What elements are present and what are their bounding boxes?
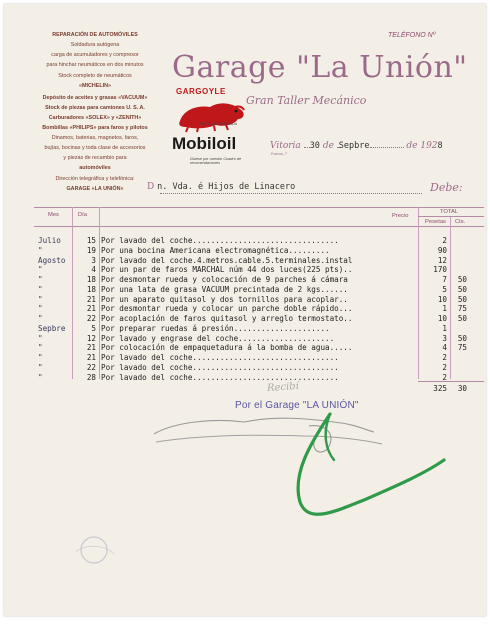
header-cts: Cts.	[455, 219, 466, 225]
date-day: 30	[309, 141, 320, 151]
row-day: 21	[86, 294, 96, 304]
row-description: Por lavado del coche................................	[101, 353, 339, 362]
green-check-mark	[298, 414, 444, 514]
row-pesetas: 2	[442, 362, 447, 372]
service-line: GARAGE «LA UNIÓN»	[66, 186, 124, 193]
row-month: "	[38, 284, 43, 294]
row-description: Por lavado del coche.4.metros.cable.5.terminales.instal	[101, 255, 353, 265]
date-month: Sepbre	[338, 141, 370, 151]
row-month: "	[38, 245, 43, 255]
row-cts: 50	[457, 314, 467, 323]
service-line: Bombillas «PHILIPS» para faros y pilotos	[42, 124, 148, 131]
row-description: Por colocación de empaquetadura á la bomba de agua.....	[101, 343, 353, 353]
customer-name: n. Vda. é Hijos de Linacero	[157, 182, 296, 192]
row-month: Agosto	[38, 255, 66, 265]
date-de-2: de	[406, 141, 418, 151]
ink-marks	[4, 4, 486, 616]
trademark-label: MARCA REGISTRADA	[200, 122, 238, 126]
invoice-paper	[4, 4, 486, 616]
row-pesetas: 5	[442, 284, 447, 294]
row-month: "	[38, 294, 43, 304]
date-year-suffix: 8	[437, 141, 443, 151]
row-cts: 75	[457, 343, 467, 353]
header-dia: Día	[78, 212, 88, 218]
row-pesetas: 2	[442, 353, 447, 362]
row-day: 28	[86, 372, 96, 382]
row-description: Por desmontar rueda y colocar un parche doble rápido...	[101, 304, 353, 314]
row-month: "	[38, 362, 43, 372]
row-description: Por preparar ruedas á presión.....................	[101, 323, 330, 333]
row-day: 22	[86, 314, 96, 323]
row-month: "	[38, 314, 43, 323]
row-month: Julio	[38, 236, 61, 245]
row-description: Por un aparato quitasol y dos tornillos para acoplar..	[101, 294, 348, 304]
service-line: Depósito de aceites y grasas «VACUUM»	[42, 94, 148, 101]
row-month: "	[38, 372, 43, 382]
row-pesetas: 170	[433, 265, 447, 275]
row-cts: 50	[457, 284, 467, 294]
row-pesetas: 7	[442, 275, 447, 284]
row-pesetas: 10	[437, 294, 447, 304]
header-precio: Precio	[392, 213, 409, 219]
city-name: Vitoria	[270, 141, 301, 151]
row-pesetas: 10	[437, 314, 447, 323]
row-month: "	[38, 333, 43, 343]
row-month: "	[38, 275, 43, 284]
row-day: 18	[86, 275, 96, 284]
por-garage-stamp: Por el Garage "LA UNIÓN"	[235, 400, 359, 411]
customer-prefix: D	[147, 182, 155, 192]
row-day: 5	[91, 323, 96, 333]
row-description: Por desmontar rueda y colocación de 9 parches á cámara	[101, 275, 348, 284]
service-line: automóviles	[79, 164, 111, 171]
header-total: TOTAL	[440, 209, 459, 215]
company-subtitle: Gran Taller Mecánico	[246, 94, 367, 107]
row-pesetas: 4	[442, 343, 447, 353]
service-line: Dinamos, baterias, magnetos, faros,	[51, 134, 139, 141]
row-description: Por lavado del coche................................	[101, 362, 339, 372]
row-description: Por una bocina Americana electromagnética.........	[101, 245, 330, 255]
mobiloil-wordmark: Mobiloil	[172, 134, 237, 153]
service-line: REPARACIÓN DE AUTOMÓVILES	[52, 32, 138, 38]
service-line: y piezas de recambio para	[63, 154, 127, 161]
row-pesetas: 2	[442, 372, 447, 382]
row-cts: 50	[457, 275, 467, 284]
total-cts: 30	[457, 384, 467, 393]
row-pesetas: 90	[437, 245, 447, 255]
service-line: bujías, bocinas y toda clase de accesorios	[44, 144, 146, 151]
row-month: "	[38, 353, 43, 362]
row-cts: 50	[457, 294, 467, 304]
row-day: 19	[86, 245, 96, 255]
row-day: 22	[86, 362, 96, 372]
row-day: 21	[86, 343, 96, 353]
telephone-label: TELÉFONO Nº	[388, 32, 436, 39]
mobiloil-tagline: Guiese por nuestro Cuadro de recomendaciones	[190, 157, 242, 165]
gargoyle-wordmark: GARGOYLE	[176, 87, 226, 96]
row-day: 21	[86, 304, 96, 314]
service-line: «MICHELIN»	[78, 83, 112, 90]
row-description: Por un par de faros MARCHAL núm 44 dos luces(225 pts)..	[101, 265, 353, 275]
row-month: "	[38, 304, 43, 314]
date-de-1: de	[322, 141, 334, 151]
service-line: Soldadura autógena	[70, 42, 120, 48]
signature-underline	[156, 435, 382, 444]
service-line: para hinchar neumáticos en dos minutos	[46, 62, 144, 68]
service-line: Carburadores «SOLEX» y «ZENITH»	[48, 114, 142, 121]
row-pesetas: 3	[442, 333, 447, 343]
header-pesetas: Pesetas	[425, 219, 446, 225]
row-day: 21	[86, 353, 96, 362]
row-description: Por acoplación de faros quitasol y arreglo termostato..	[101, 314, 353, 323]
faded-stamp	[81, 537, 107, 563]
service-line: Stock completo de neumáticos	[58, 73, 132, 80]
row-month: Sepbre	[38, 323, 66, 333]
row-pesetas: 1	[442, 304, 447, 314]
row-day: 15	[86, 236, 96, 245]
signature-flourish	[154, 418, 374, 434]
row-day: 18	[86, 284, 96, 294]
service-line: carga de acumuladores y compresor	[51, 52, 139, 58]
row-pesetas: 2	[442, 236, 447, 245]
row-cts: 50	[457, 333, 467, 343]
row-description: Por lavado del coche................................	[101, 236, 339, 245]
row-description: Por lavado y engrase del coche.....................	[101, 333, 335, 343]
company-title: Garage "La Unión"	[172, 50, 468, 85]
date-year-prefix: 192	[420, 141, 438, 151]
row-pesetas: 1	[442, 323, 447, 333]
row-day: 12	[86, 333, 96, 343]
header-mes: Mes	[48, 212, 59, 218]
recibi-signature: Recibí	[266, 380, 300, 395]
debe-label: Debe:	[430, 181, 463, 194]
row-cts: 75	[457, 304, 467, 314]
row-pesetas: 12	[437, 255, 447, 265]
row-day: 4	[91, 265, 96, 275]
row-day: 3	[91, 255, 96, 265]
row-month: "	[38, 343, 43, 353]
row-description: Por una lata de grasa VACUUM precintada de 2 kgs......	[101, 284, 348, 294]
service-line: Stock de piezas para camiones U. S. A.	[45, 104, 145, 111]
row-description: Por lavado del coche................................	[101, 372, 339, 382]
row-month: "	[38, 265, 43, 275]
service-line: Dirección telegráfica y telefónica:	[55, 176, 135, 183]
street-address: Fueros, 7	[271, 152, 288, 156]
total-pesetas: 325	[433, 384, 447, 393]
